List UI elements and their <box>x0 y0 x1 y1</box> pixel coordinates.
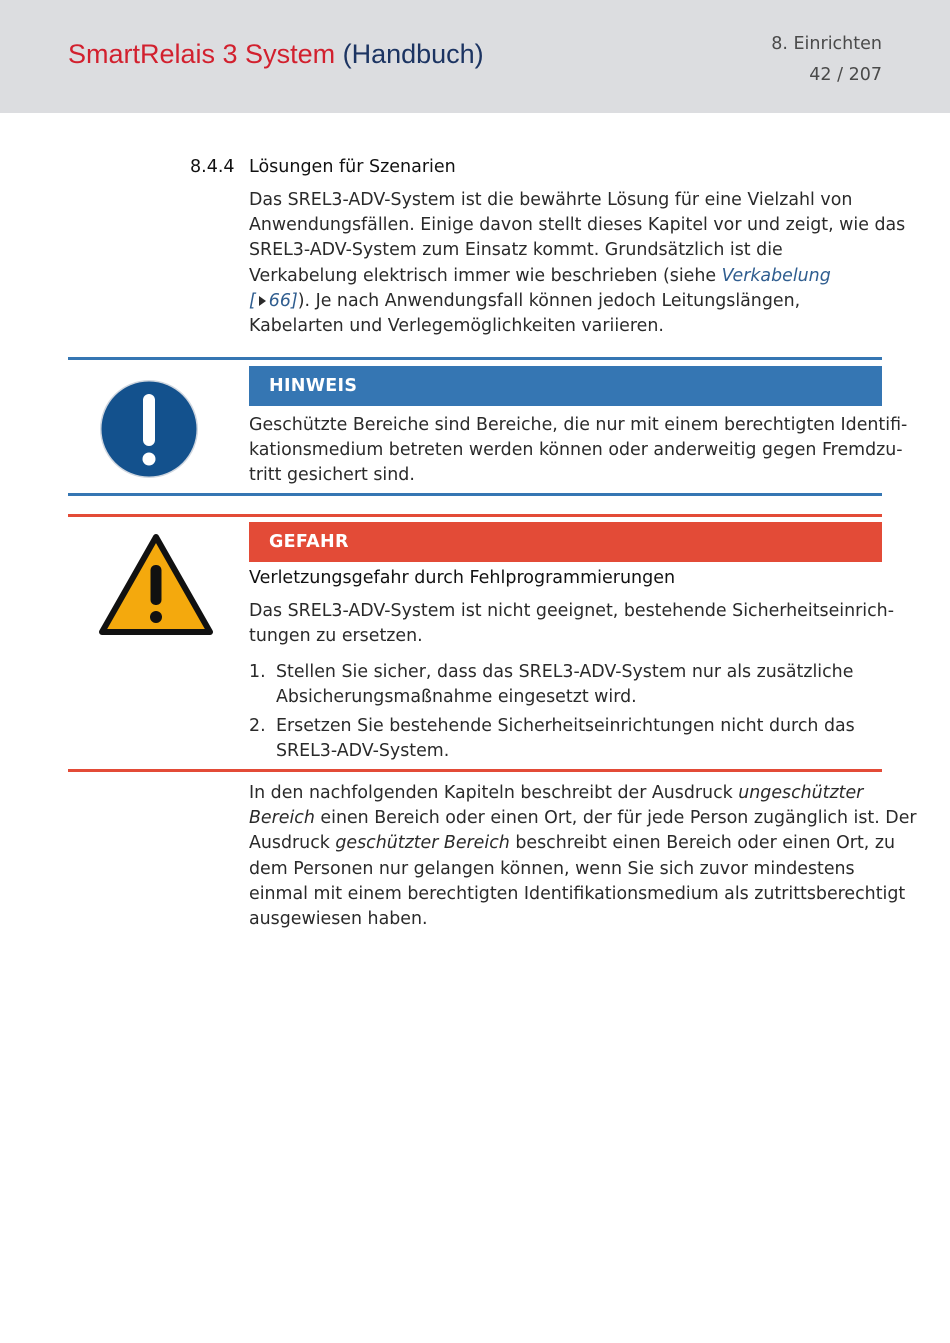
page-reference-link[interactable] <box>249 291 298 311</box>
chapter-label: 8. Einrichten <box>771 34 882 54</box>
step-number: 1. <box>249 662 266 682</box>
closing-line <box>249 806 917 831</box>
step-text <box>276 714 855 764</box>
section-number: 8.4.4 <box>190 157 235 177</box>
closing-text: In den nachfolgenden Kapiteln beschreibt der Ausdruck <box>249 783 739 803</box>
intro-line-text: ). Je nach Anwendungsfall können jedoch Leitungslängen, <box>297 290 801 311</box>
notice-bottom-rule <box>68 493 882 496</box>
term-protected-area: geschützter Bereich <box>335 833 510 854</box>
closing-line: ausgewiesen haben. <box>249 909 428 930</box>
danger-banner: GEFAHR <box>249 522 882 562</box>
intro-paragraph <box>249 188 906 339</box>
ref-bracket-open: [ <box>249 290 256 311</box>
closing-line: dem Personen nur gelangen können, wenn Sie sich zuvor mindestens <box>249 858 855 879</box>
notice-top-rule <box>68 357 882 360</box>
intro-line: Kabelarten und Verlegemöglichkeiten variieren. <box>249 316 664 337</box>
danger-line: tungen zu ersetzen. <box>249 626 423 647</box>
step-number: 2. <box>249 716 266 736</box>
danger-line: Das SREL3-ADV-System ist nicht geeignet, bestehende Sicherheitseinrich- <box>249 601 894 621</box>
ref-bracket-close: ] <box>290 290 298 311</box>
notice-banner: HINWEIS <box>249 366 882 406</box>
step-line: SREL3-ADV-System. <box>276 741 450 762</box>
step-text <box>276 660 853 710</box>
danger-text <box>249 599 894 649</box>
closing-text: beschreibt einen Bereich oder einen Ort, zu <box>509 833 895 854</box>
cross-reference-link[interactable]: Verkabelung <box>721 265 831 286</box>
step-line: Absicherungsmaßnahme eingesetzt wird. <box>276 687 637 708</box>
notice-text <box>249 413 908 489</box>
document-title <box>68 39 484 70</box>
term-unprotected-area-cont: Bereich <box>249 808 315 829</box>
step-line: Stellen Sie sicher, dass das SREL3-ADV-System nur als zusätzliche <box>276 662 854 682</box>
exclamation-circle-icon <box>99 379 199 483</box>
notice-line: tritt gesichert sind. <box>249 465 415 486</box>
notice-line: kationsmedium betreten werden können oder anderweitig gegen Fremdzu- <box>249 440 903 461</box>
intro-line <box>249 264 889 289</box>
intro-line-text: Verkabelung elektrisch immer wie beschrieben (siehe <box>249 265 722 286</box>
header-meta <box>771 29 882 91</box>
danger-top-rule <box>68 514 882 517</box>
section-title: Lösungen für Szenarien <box>249 157 456 177</box>
intro-line: SREL3-ADV-System zum Einsatz kommt. Grundsätzlich ist die <box>249 240 783 261</box>
closing-text: einen Bereich oder einen Ort, der für jede Person zugänglich ist. Der <box>314 808 917 829</box>
ref-page-number: 66 <box>268 290 291 311</box>
warning-triangle-icon <box>98 533 214 641</box>
closing-paragraph <box>249 781 917 932</box>
closing-line: einmal mit einem berechtigten Identifikationsmedium als zutrittsberechtigt <box>249 883 906 904</box>
term-unprotected-area: ungeschützter <box>738 783 864 803</box>
intro-line: Das SREL3-ADV-System ist die bewährte Lösung für eine Vielzahl von <box>249 190 853 210</box>
closing-line <box>249 781 889 806</box>
notice-line: Geschützte Bereiche sind Bereiche, die nur mit einem berechtigten Identifi- <box>249 415 908 435</box>
document-title-suffix: (Handbuch) <box>342 39 484 69</box>
step-line: Ersetzen Sie bestehende Sicherheitseinrichtungen nicht durch das <box>276 716 855 736</box>
intro-line <box>249 289 889 314</box>
arrow-right-icon <box>258 295 267 307</box>
closing-line <box>249 831 895 856</box>
page-number: 42 / 207 <box>809 65 882 85</box>
page-header <box>0 0 950 113</box>
closing-text: Ausdruck <box>249 833 336 854</box>
intro-line: Anwendungsfällen. Einige davon stellt dieses Kapitel vor und zeigt, wie das <box>249 215 906 236</box>
document-title-brand: SmartRelais 3 System <box>68 39 336 69</box>
danger-bottom-rule <box>68 769 882 772</box>
danger-heading: Verletzungsgefahr durch Fehlprogrammierungen <box>249 568 676 588</box>
